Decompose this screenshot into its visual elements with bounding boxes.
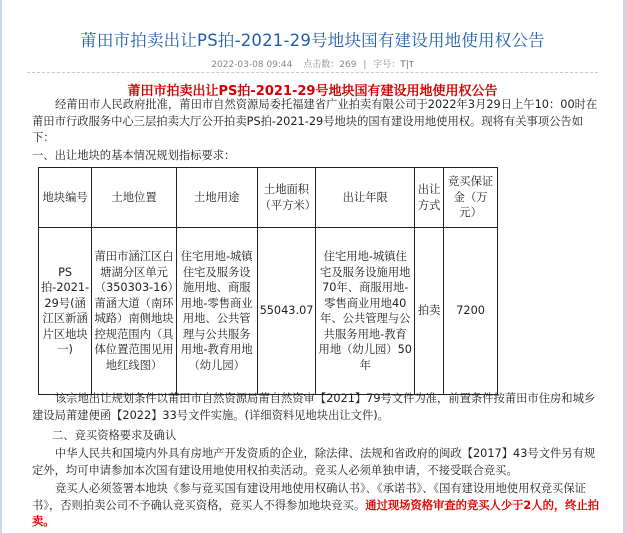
intro-text: 经莆田市人民政府批准，莆田市自然资源局委托福建省广业拍卖有限公司于2022年3月29日上午10：00时在莆田市行政服务中心三层拍卖大厅公开拍卖PS拍-2021-29号地块的国有建设用地使用权。现将有关事项公告如下： <box>32 98 598 144</box>
cell-deposit: 7200 <box>444 228 498 395</box>
header-term: 出让年限 <box>316 168 415 228</box>
termination-warning: 通过现场资格审查的竞买人少于2人的，终止拍卖。 <box>32 498 600 528</box>
requirements-paragraph <box>32 481 602 531</box>
font-small-button[interactable]: T <box>408 60 414 69</box>
planning-paragraph <box>32 391 602 424</box>
article-meta: 2022-03-08 09:44 点击数：269 | 字号：T|T <box>211 60 414 70</box>
cell-location: 莆田市涵江区白塘湖分区单元（350303-16）莆涵大道（南环城路）南侧地块控规范围内（具体位置范围见用地红线图） <box>92 228 177 395</box>
header-area: 土地面积（平方米） <box>257 168 316 228</box>
section-2-heading: 二、竞买资格要求及确认 <box>52 429 177 442</box>
header-method: 出让方式 <box>415 168 444 228</box>
cell-plot-number: PS拍-2021-29号(涵江区新涵片区地块一) <box>39 228 92 395</box>
planning-text: 该宗地出让规划条件以莆田市自然资源局莆自然资审【2021】79号文件为准，前置条件按莆田市住房和城乡建设局莆建便函【2022】33号文件实施。(详细资料见地块出让文件)。 <box>32 392 596 422</box>
article-title: 莆田市拍卖出让PS拍-2021-29号地块国有建设用地使用权公告 <box>127 84 498 99</box>
cell-term: 住宅用地-城镇住宅及服务设施用地70年、商服用地-零售商业用地40年、公共管理与公共服务用地-教育用地（幼儿园）50年 <box>316 228 415 395</box>
cell-area: 55043.07 <box>257 228 316 395</box>
divider <box>27 72 598 73</box>
header-deposit: 竞买保证金（万元） <box>444 168 498 228</box>
font-size-label: 字号： <box>373 60 401 70</box>
intro-paragraph <box>32 97 602 147</box>
eligibility-text: 中华人民共和国境内外具有房地产开发资质的企业，除法律、法规和省政府的闽政【2017】43号文件另有规定外，均可申请参加本次国有建设用地使用权拍卖活动。竞买人必须单独申请，不接受联合竞买。 <box>32 447 596 477</box>
cell-method: 拍卖 <box>415 228 444 395</box>
page-title: 莆田市拍卖出让PS拍-2021-29号地块国有建设用地使用权公告 <box>80 31 545 50</box>
table-header-row <box>39 168 498 228</box>
font-large-button[interactable]: T <box>400 60 406 70</box>
publish-date: 2022-03-08 09:44 <box>211 60 293 70</box>
table-row <box>39 228 498 395</box>
land-info-table <box>38 167 498 395</box>
cell-land-use: 住宅用地-城镇住宅及服务设施用地、商服用地-零售商业用地、公共管理与公共服务用地-教育用地（幼儿园） <box>176 228 257 395</box>
header-plot-number: 地块编号 <box>39 168 92 228</box>
header-land-use: 土地用途 <box>176 168 257 228</box>
eligibility-paragraph <box>32 446 602 479</box>
requirements-text: 竞买人必须签署本地块《参与竞买国有建设用地使用权确认书》、《承诺书》、《国有建设用地使用权竞买保证书》，否则拍卖公司不予确认竞买资格，竞买人不得参加地块竞买。 <box>32 482 586 512</box>
section-1-heading: 一、出让地块的基本情况规划指标要求： <box>32 149 236 162</box>
view-count: 点击数：269 <box>303 60 357 70</box>
header-location: 土地位置 <box>92 168 177 228</box>
